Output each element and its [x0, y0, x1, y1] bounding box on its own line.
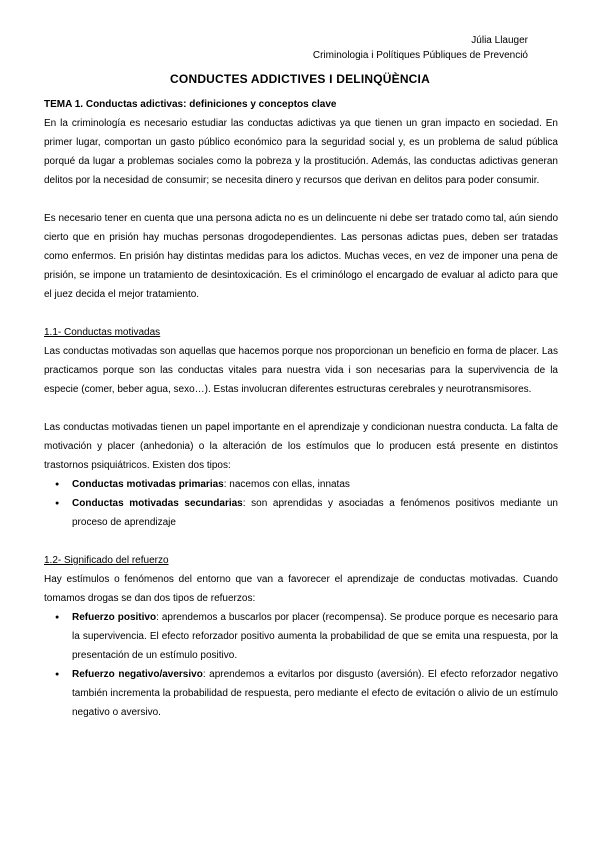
page-header: [313, 33, 528, 63]
list-item: [72, 494, 558, 532]
list-item-term: Conductas motivadas secundarias: [72, 498, 243, 509]
intro-paragraph-2: Es necesario tener en cuenta que una persona adicta no es un delincuente ni debe ser tratado como tal, aún siendo cierto que en prisión hay muchas personas drogodependientes. Las personas adictas pues, deben ser tratadas como enfermos. En prisión hay distintas medidas para los adictos. Muchas veces, en vez de imponer una pena de prisión, se impone un tratamiento de desintoxicación. Es el criminólogo el encargado de evaluar al adicto para que el juez decida el mejor tratamiento.: [44, 213, 558, 300]
document-body: [44, 95, 558, 722]
list-item-text: : aprendemos a buscarlos por placer (recompensa). Se produce porque es necesario para la supervivencia. El efecto reforzador positivo aumenta la probabilidad de que se emita una respuesta, por la presentación de un estímulo positivo.: [72, 612, 558, 661]
list-item-text: : nacemos con ellas, innatas: [223, 479, 350, 490]
section1-paragraph-1: Las conductas motivadas son aquellas que hacemos porque nos proporcionan un beneficio en forma de placer. Las practicamos porque son las conductas vitales para nuestra vida i son necesarias para la supervivencia de la especie (comer, beber agua, sexo…). Estas involucran diferentes estructuras cerebrales y neurotransmisores.: [44, 346, 558, 395]
reinforcement-list: [44, 608, 558, 722]
course-name: Criminologia i Polítiques Públiques de Prevenció: [312, 50, 528, 61]
section1-paragraph-2: Las conductas motivadas tienen un papel importante en el aprendizaje y condicionan nuestra conducta. La falta de motivación y placer (anhedonia) o la alteración de los estímulos que lo producen está presente en distintos trastornos psiquiátricos. Existen dos tipos:: [44, 422, 558, 471]
topic-heading: TEMA 1. Conductas adictivas: definiciones y conceptos clave: [44, 99, 337, 110]
author-name: Júlia Llauger: [471, 35, 528, 46]
list-item: [72, 665, 558, 722]
list-item-term: Refuerzo negativo/aversivo: [72, 669, 203, 680]
motivated-conduct-list: [44, 475, 558, 532]
intro-paragraph-1: En la criminología es necesario estudiar las conductas adictivas ya que tienen un gran impacto en sociedad. En primer lugar, comportan un gasto público económico para la seguridad social y, es un problema de salud pública porqué da lugar a problemas sociales como la pobreza y la prostitución. Además, las conductas adictivas generan delitos por la necesidad de consumir; se necesita dinero y recursos que derivan en delitos para poder consumir.: [44, 118, 558, 186]
section-heading-1-1: 1.1- Conductas motivadas: [44, 327, 161, 338]
list-item-term: Refuerzo positivo: [72, 612, 157, 623]
list-item-term: Conductas motivadas primarias: [72, 479, 224, 490]
section-heading-1-2: 1.2- Significado del refuerzo: [44, 555, 169, 566]
document-title: CONDUCTES ADDICTIVES I DELINQÜÈNCIA: [170, 72, 430, 86]
list-item: [72, 475, 558, 494]
section2-paragraph-1: Hay estímulos o fenómenos del entorno que van a favorecer el aprendizaje de conductas motivadas. Cuando tomamos drogas se dan dos tipos de refuerzos:: [44, 574, 558, 604]
list-item-text: : son aprendidas y asociadas a fenómenos positivos mediante un proceso de aprendizaje: [72, 498, 558, 528]
list-item: [72, 608, 558, 665]
list-item-text: : aprendemos a evitarlos por disgusto (aversión). El efecto reforzador negativo también incrementa la probabilidad de respuesta, pero mediante el efecto de evitación o alivio de un estímulo negativo o aversivo.: [72, 669, 559, 718]
